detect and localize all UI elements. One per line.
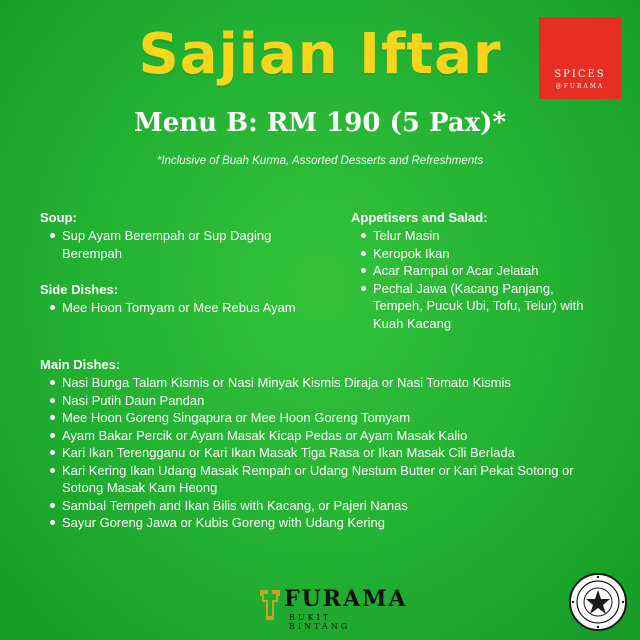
furama-logo [258,584,408,631]
inclusion-note: *Inclusive of Buah Kurma, Assorted Desserts and Refreshments [156,155,484,167]
list-item: Ayam Bakar Percik or Ayam Masak Kicap Pedas or Ayam Masak Kalio [40,427,615,445]
page-title: Sajian Iftar [138,22,502,87]
furama-location-text: BUKIT BINTANG [289,613,351,631]
menu-price-subtitle: Menu B: RM 190 (5 Pax)* [133,108,507,138]
halal-seal-icon [568,572,628,632]
appetisers-list [351,227,601,332]
main-dishes-heading: Main Dishes: [40,357,121,372]
list-item: Mee Hoon Tomyam or Mee Rebus Ayam [40,299,340,317]
spices-logo-text: SPICES [554,69,606,80]
list-item: Mee Hoon Goreng Singapura or Mee Hoon Goreng Tomyam [40,409,615,427]
main-dishes-section [40,357,615,532]
list-item: Nasi Putih Daun Pandan [40,392,615,410]
side-dishes-list [40,299,340,317]
spices-logo-subtext: @FURAMA [555,83,605,90]
list-item: Kari Ikan Terengganu or Kari Ikan Masak Tiga Rasa or Ikan Masak Cili Berlada [40,444,615,462]
soup-section [40,210,320,262]
soup-heading: Soup: [40,210,77,225]
list-item: Sayur Goreng Jawa or Kubis Goreng with Udang Kering [40,514,615,532]
appetisers-section [351,210,601,332]
side-dishes-heading: Side Dishes: [40,282,119,297]
furama-emblem-icon [258,586,282,622]
list-item: Keropok Ikan [351,245,601,263]
list-item: Nasi Bunga Talam Kismis or Nasi Minyak Kismis Diraja or Nasi Tomato Kismis [40,374,615,392]
furama-brand-text: FURAMA [284,586,408,612]
list-item: Sambal Tempeh and Ikan Bilis with Kacang, or Pajeri Nanas [40,497,615,515]
side-dishes-section [40,282,340,317]
list-item: Acar Rampai or Acar Jelatah [351,262,601,280]
appetisers-heading: Appetisers and Salad: [351,210,488,225]
list-item: Kari Kering Ikan Udang Masak Rempah or Udang Nestum Butter or Kari Pekat Sotong or Sotong Masak Kam Heong [40,462,615,497]
soup-list [40,227,320,262]
list-item: Pechal Jawa (Kacang Panjang, Tempeh, Pucuk Ubi, Tofu, Telur) with Kuah Kacang [351,280,601,333]
main-dishes-list [40,374,615,532]
spices-logo [539,17,621,99]
list-item: Telur Masin [351,227,601,245]
list-item: Sup Ayam Berempah or Sup Daging Berempah [40,227,320,262]
